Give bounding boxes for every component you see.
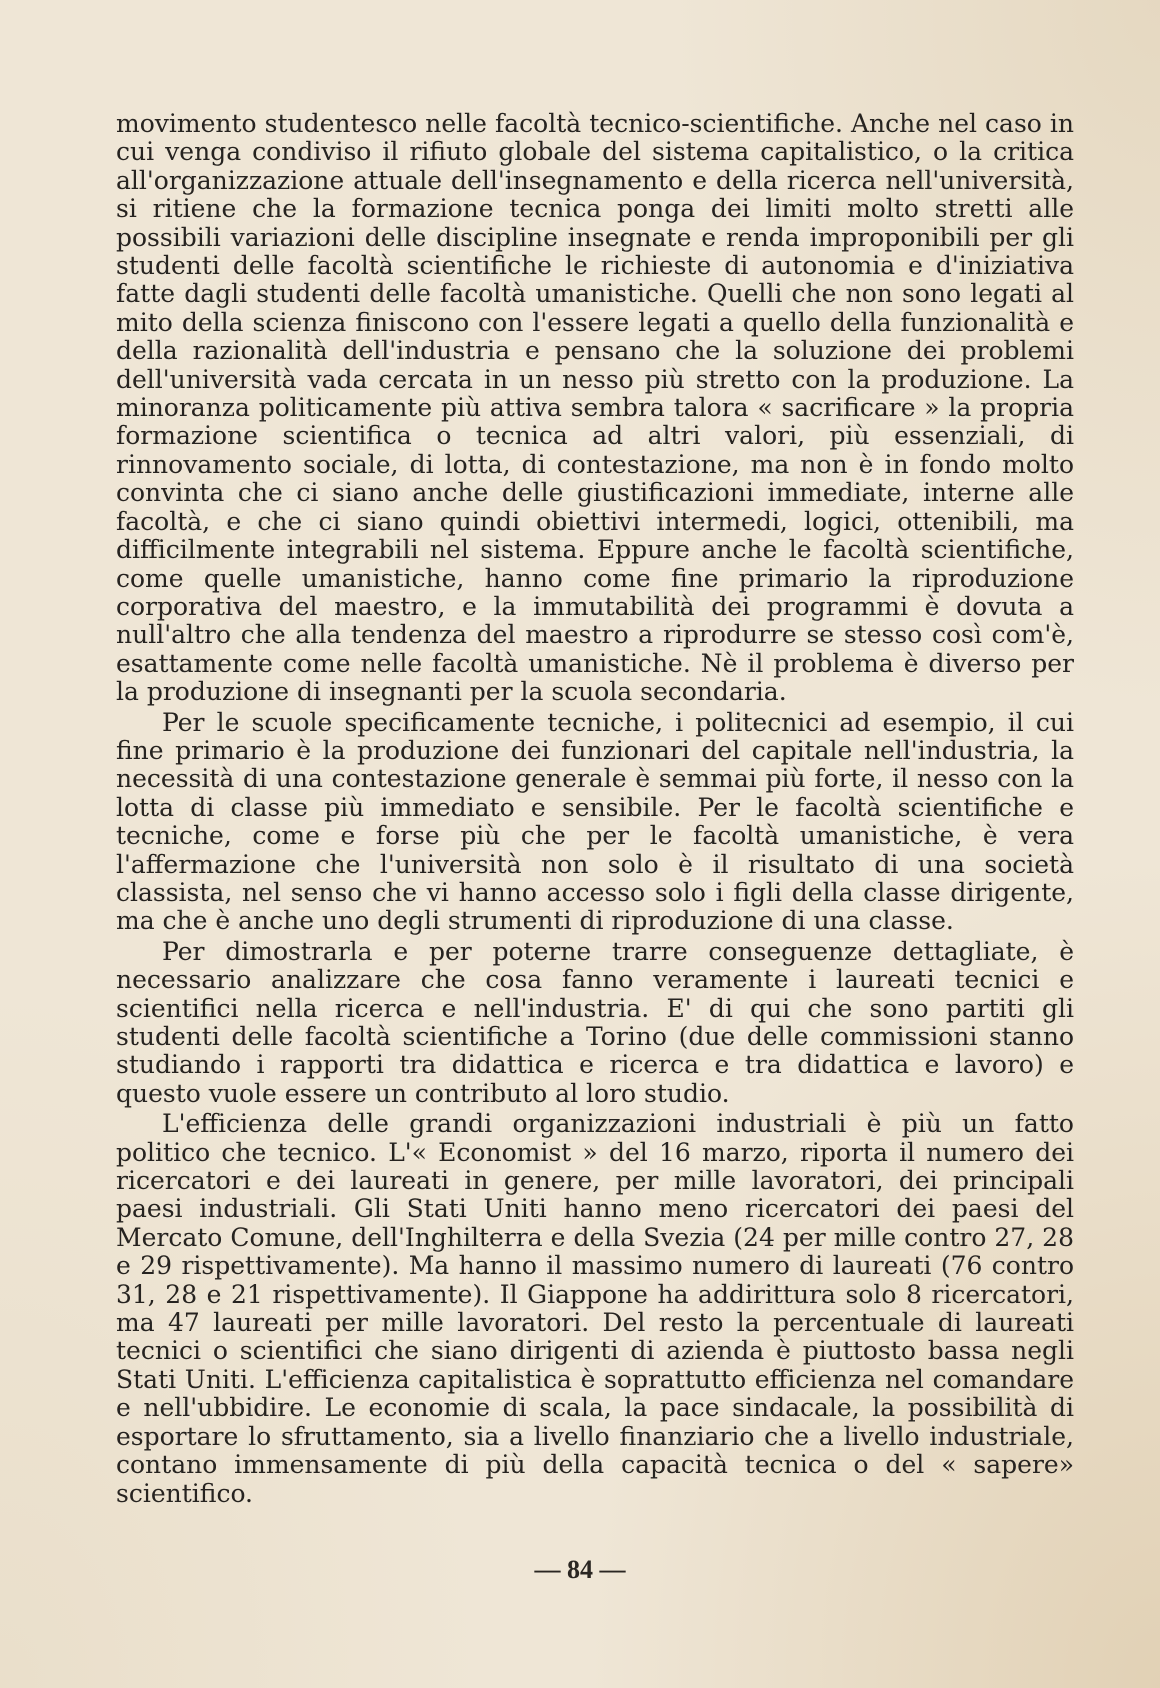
- paragraph-1: movimento studentesco nelle facoltà tecnico-scientifiche. Anche nel caso in cui venga condiviso il rifiuto globale del sistema capitalistico, o la critica all'organizzazione attuale dell'insegnamento e della ricerca nell'università, si ritiene che la formazione tecnica ponga dei limiti molto stretti alle possibili variazioni delle discipline insegnate e renda improponibili per gli studenti delle facoltà scientifiche le richieste di autonomia e d'iniziativa fatte dagli studenti delle facoltà umanistiche. Quelli che non sono legati al mito della scienza finiscono con l'essere legati a quello della funzionalità e della razionalità dell'industria e pensano che la soluzione dei problemi dell'università vada cercata in un nesso più stretto con la produzione. La minoranza politicamente più attiva sembra talora « sacrificare » la propria formazione scientifica o tecnica ad altri valori, più essenziali, di rinnovamento sociale, di lotta, di contestazione, ma non è in fondo molto convinta che ci siano anche delle giustificazioni immediate, interne alle facoltà, e che ci siano quindi obiettivi intermedi, logici, ottenibili, ma difficilmente integrabili nel sistema. Eppure anche le facoltà scientifiche, come quelle umanistiche, hanno come fine primario la riproduzione corporativa del maestro, e la immutabilità dei programmi è dovuta a null'altro che alla tendenza del maestro a riprodurre se stesso così com'è, esattamente come nelle facoltà umanistiche. Nè il problema è diverso per la produzione di insegnanti per la scuola secondaria.: [116, 109, 1074, 707]
- page-number: — 84 —: [534, 1555, 626, 1584]
- paragraph-2: Per le scuole specificamente tecniche, i politecnici ad esempio, il cui fine primario è la produzione dei funzionari del capitale nell'industria, la necessità di una contestazione generale è semmai più forte, il nesso con la lotta di classe più immediato e sensibile. Per le facoltà scientifiche e tecniche, come e forse più che per le facoltà umanistiche, è vera l'affermazione che l'università non solo è il risultato di una società classista, nel senso che vi hanno accesso solo i figli della classe dirigente, ma che è anche uno degli strumenti di riproduzione di una classe.: [116, 707, 1074, 936]
- paragraph-4: L'efficienza delle grandi organizzazioni industriali è più un fatto politico che tecnico. L'« Economist » del 16 marzo, riporta il numero dei ricercatori e dei laureati in genere, per mille lavoratori, dei principali paesi industriali. Gli Stati Uniti hanno meno ricercatori dei paesi del Mercato Comune, dell'Inghilterra e della Svezia (24 per mille contro 27, 28 e 29 rispettivamente). Ma hanno il massimo numero di laureati (76 contro 31, 28 e 21 rispettivamente). Il Giappone ha addirittura solo 8 ricercatori, ma 47 laureati per mille lavoratori. Del resto la percentuale di laureati tecnici o scientifici che siano dirigenti di azienda è piuttosto bassa negli Stati Uniti. L'efficienza capitalistica è soprattutto efficienza nel comandare e nell'ubbidire. Le economie di scala, la pace sindacale, la possibilità di esportare lo sfruttamento, sia a livello finanziario che a livello industriale, contano immensamente di più della capacità tecnica o del « sapere» scientifico.: [116, 1109, 1074, 1508]
- paragraph-3: Per dimostrarla e per poterne trarre conseguenze dettagliate, è necessario analizzare che cosa fanno veramente i laureati tecnici e scientifici nella ricerca e nell'industria. E' di qui che sono partiti gli studenti delle facoltà scientifiche a Torino (due delle commissioni stanno studiando i rapporti tra didattica e ricerca e tra didattica e lavoro) e questo vuole essere un contributo al loro studio.: [116, 936, 1074, 1108]
- page-body: [116, 110, 1074, 1508]
